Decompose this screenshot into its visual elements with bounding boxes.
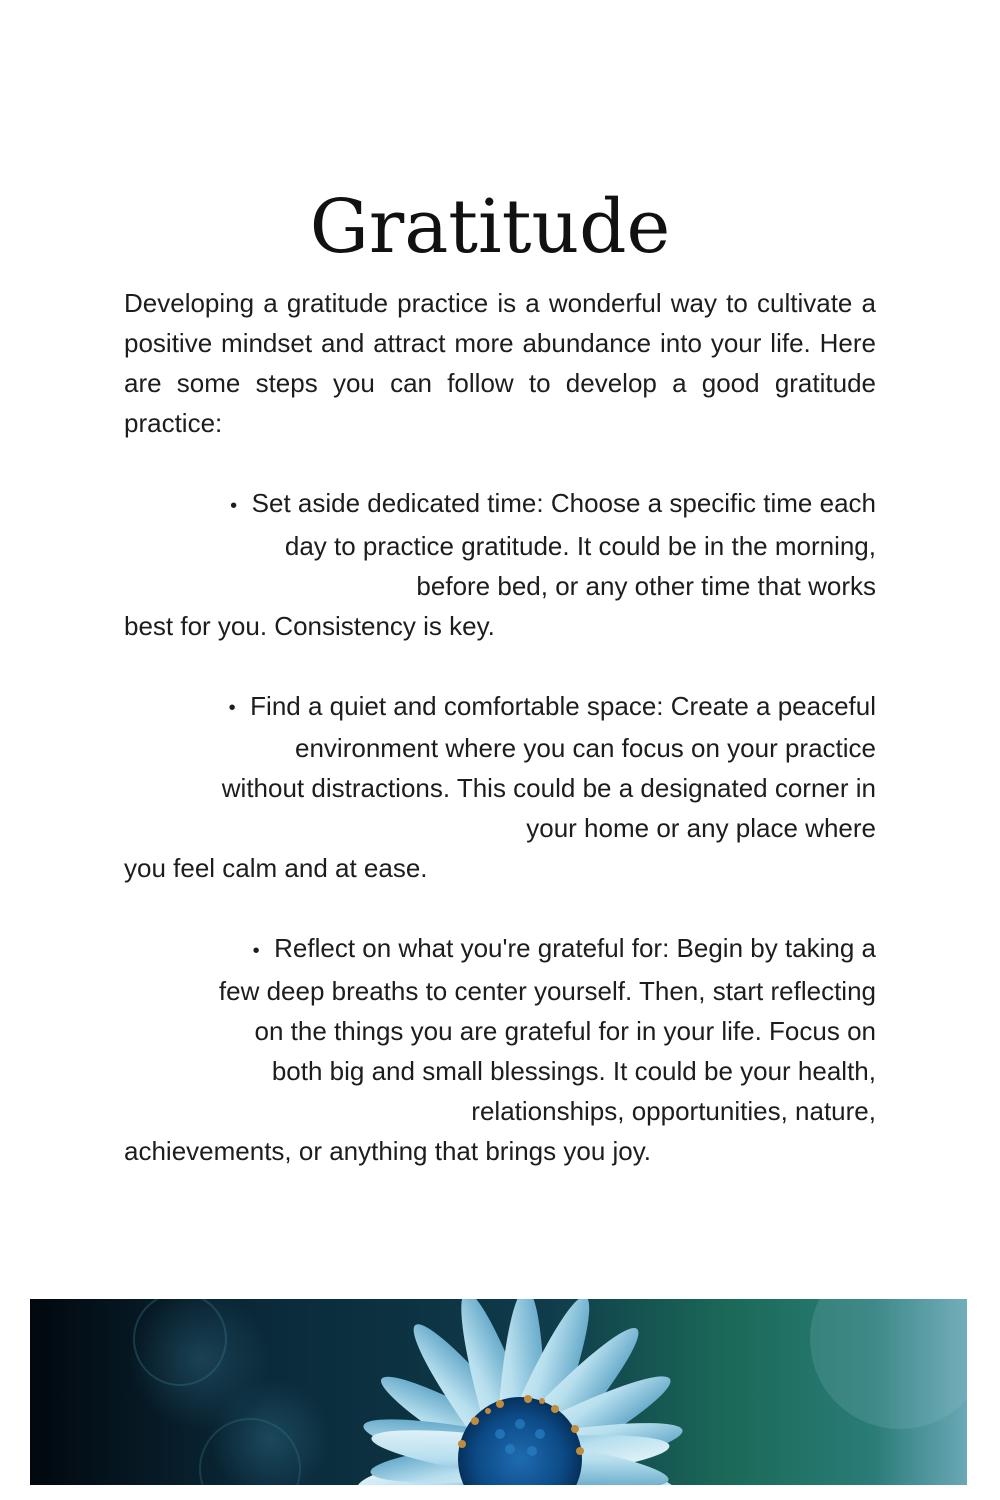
bullet-item-reflect [124,928,876,1171]
intro-paragraph: Developing a gratitude practice is a wonderful way to cultivate a positive mindset and attract more abundance into your life. Here are some steps you can follow to develop a good gratitude practice: [124,288,876,438]
bullet-item-dedicated-time [124,483,876,646]
page-title: Gratitude [309,183,671,270]
bullet-line: environment where you can focus on your practice [295,733,876,763]
bullet-line: without distractions. This could be a designated corner in [221,773,876,803]
bullet-line: your home or any place where [526,813,876,843]
bullet-line-last: best for you. Consistency is key. [124,610,495,641]
bullet-line: • Find a quiet and comfortable space: Create a peaceful [124,686,876,729]
bullet-item-quiet-space [124,686,876,889]
bullet-icon: • [228,697,236,719]
bullet-line-last: you feel calm and at ease. [124,853,428,883]
bullet-line: both big and small blessings. It could be your health, [271,1055,876,1086]
article-body [124,283,876,1171]
bullet-line: few deep breaths to center yourself. Then, start reflecting [218,975,876,1006]
bullet-line: relationships, opportunities, nature, [471,1095,876,1126]
bullet-line: • Reflect on what you're grateful for: Begin by taking a [124,928,876,971]
bullet-line: on the things you are grateful for in your life. Focus on [254,1015,876,1046]
bullet-line-last: achievements, or anything that brings you joy. [124,1135,652,1166]
bullet-line: day to practice gratitude. It could be in the morning, [284,530,876,561]
flower-banner-image [30,1299,967,1485]
bullet-line: • Set aside dedicated time: Choose a specific time each [124,483,876,526]
blue-daisy-flower-photo-icon [30,1299,967,1485]
bullet-icon: • [230,494,238,517]
bullet-icon: • [252,939,260,962]
bullet-line: before bed, or any other time that works [416,570,876,601]
